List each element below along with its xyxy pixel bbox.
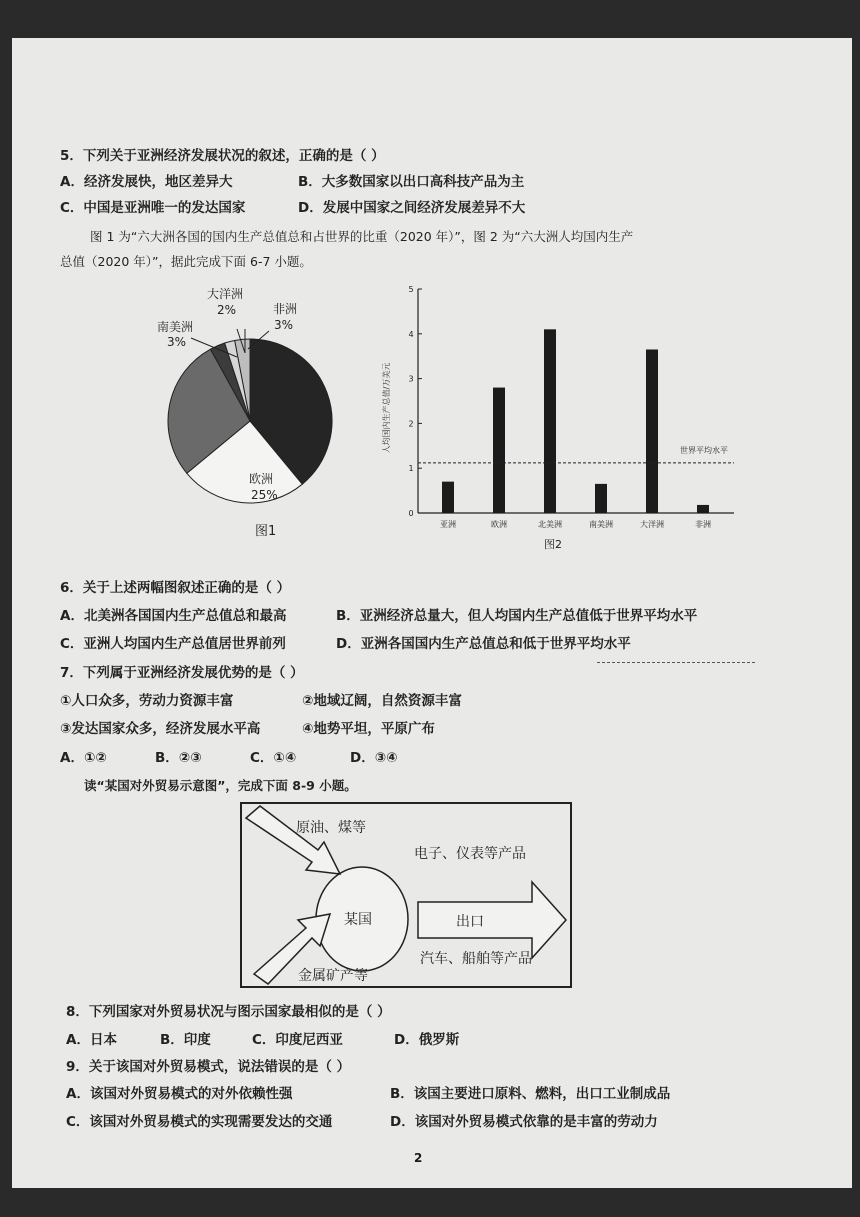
bar-chart-fig2 xyxy=(374,283,754,558)
x-tick-label: 亚洲 xyxy=(440,520,456,529)
q9-option-c: C．该国对外贸易模式的实现需要发达的交通 xyxy=(66,1114,333,1130)
q5-option-b: B．大多数国家以出口高科技产品为主 xyxy=(298,174,525,190)
exam-page xyxy=(12,38,852,1188)
bar-亚洲 xyxy=(442,482,454,513)
bar-北美洲 xyxy=(544,329,556,513)
import-label-oil-coal: 原油、煤等 xyxy=(296,820,366,836)
divider-line xyxy=(597,662,755,663)
x-tick-label: 大洋洲 xyxy=(640,520,664,529)
country-label: 某国 xyxy=(344,912,372,928)
bar-南美洲 xyxy=(595,484,607,513)
label-south-america-pct: 3% xyxy=(167,335,187,349)
intro-8-9: 读“某国对外贸易示意图”，完成下面 8-9 小题。 xyxy=(84,778,357,793)
x-tick-label: 南美洲 xyxy=(589,520,613,529)
question-5-stem: 5．下列关于亚洲经济发展状况的叙述，正确的是（ ） xyxy=(60,148,385,164)
x-tick-label: 北美洲 xyxy=(538,520,562,529)
export-products-vehicles: 汽车、船舶等产品 xyxy=(420,951,532,967)
fig1-caption: 图1 xyxy=(255,524,277,539)
world-average-label: 世界平均水平 xyxy=(680,445,728,455)
q7-item-3: ③发达国家众多，经济发展水平高 xyxy=(60,721,261,737)
q7-option-b: B．②③ xyxy=(155,750,202,766)
page-number: 2 xyxy=(414,1151,423,1165)
x-tick-label: 欧洲 xyxy=(491,520,507,529)
question-6-stem: 6．关于上述两幅图叙述正确的是（ ） xyxy=(60,580,291,596)
label-africa-pct: 3% xyxy=(274,318,294,332)
import-arrow-top xyxy=(246,806,340,874)
y-tick-label: 0 xyxy=(408,509,414,518)
intro-6-7-line1: 图 1 为“六大洲各国的国内生产总值总和占世界的比重（2020 年）”，图 2 为“六大洲人均国内生产 xyxy=(90,229,634,244)
q7-option-c: C．①④ xyxy=(250,750,297,766)
q6-option-a: A．北美洲各国国内生产总值总和最高 xyxy=(60,608,287,624)
label-south-america: 南美洲 xyxy=(157,320,194,334)
label-africa: 非洲 xyxy=(273,302,298,316)
label-oceania-pct: 2% xyxy=(217,303,237,317)
x-tick-label: 非洲 xyxy=(695,520,711,529)
pie-chart-fig1 xyxy=(137,283,367,545)
question-8-stem: 8．下列国家对外贸易状况与图示国家最相似的是（ ） xyxy=(66,1004,391,1020)
bar-非洲 xyxy=(697,505,709,513)
q5-option-a: A．经济发展快，地区差异大 xyxy=(60,174,233,190)
import-label-metal: 金属矿产等 xyxy=(298,968,368,984)
q5-option-c: C．中国是亚洲唯一的发达国家 xyxy=(60,200,246,216)
question-9-stem: 9．关于该国对外贸易模式，说法错误的是（ ） xyxy=(66,1059,351,1075)
q7-item-1: ①人口众多，劳动力资源丰富 xyxy=(60,693,234,709)
label-europe: 欧洲 xyxy=(249,472,274,486)
q7-option-a: A．①② xyxy=(60,750,107,766)
q7-item-4: ④地势平坦，平原广布 xyxy=(302,721,435,737)
export-products-electronics: 电子、仪表等产品 xyxy=(414,846,526,862)
y-tick-label: 1 xyxy=(408,464,414,474)
bar-大洋洲 xyxy=(646,349,658,513)
q6-option-b: B．亚洲经济总量大，但人均国内生产总值低于世界平均水平 xyxy=(336,608,698,624)
fig2-caption: 图2 xyxy=(544,538,562,551)
q9-option-b: B．该国主要进口原料、燃料，出口工业制成品 xyxy=(390,1086,671,1102)
y-tick-label: 5 xyxy=(408,285,414,294)
trade-diagram xyxy=(240,802,576,990)
label-europe-pct: 25% xyxy=(251,488,278,502)
q7-item-2: ②地域辽阔，自然资源丰富 xyxy=(302,693,462,709)
export-arrow xyxy=(418,882,566,958)
y-tick-label: 2 xyxy=(408,419,414,429)
q8-option-d: D．俄罗斯 xyxy=(394,1032,460,1048)
q6-option-d: D．亚洲各国国内生产总值总和低于世界平均水平 xyxy=(336,636,631,652)
q9-option-d: D．该国对外贸易模式依靠的是丰富的劳动力 xyxy=(390,1114,658,1130)
y-tick-label: 3 xyxy=(408,374,414,384)
export-label: 出口 xyxy=(456,914,484,930)
fig2-y-axis-label: 人均国内生产总值/万美元 xyxy=(382,362,391,454)
q7-option-d: D．③④ xyxy=(350,750,398,766)
intro-6-7-line2: 总值（2020 年）”，据此完成下面 6-7 小题。 xyxy=(60,254,312,269)
q9-option-a: A．该国对外贸易模式的对外依赖性强 xyxy=(66,1086,293,1102)
q5-option-d: D．发展中国家之间经济发展差异不大 xyxy=(298,200,526,216)
q6-option-c: C．亚洲人均国内生产总值居世界前列 xyxy=(60,636,286,652)
label-oceania: 大洋洲 xyxy=(207,287,244,301)
q8-option-b: B．印度 xyxy=(160,1032,211,1048)
y-tick-label: 4 xyxy=(408,329,414,339)
bar-欧洲 xyxy=(493,388,505,513)
q8-option-a: A．日本 xyxy=(66,1032,117,1048)
q8-option-c: C．印度尼西亚 xyxy=(252,1032,343,1048)
question-7-stem: 7．下列属于亚洲经济发展优势的是（ ） xyxy=(60,665,304,681)
